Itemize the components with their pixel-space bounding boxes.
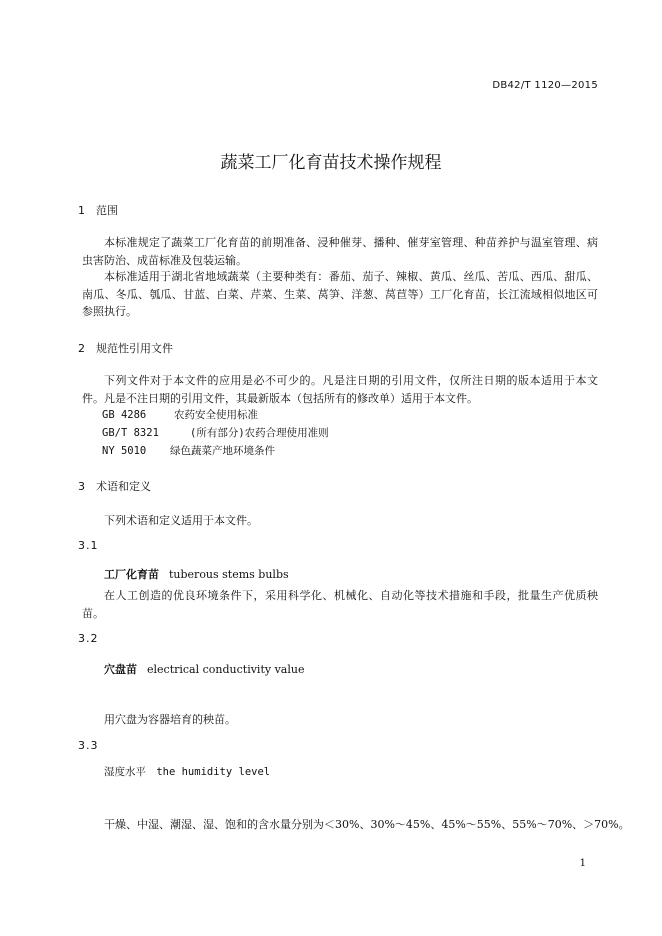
- reference-item: [102, 407, 258, 422]
- term-heading: [104, 764, 270, 779]
- term-definition: 干燥、中湿、潮湿、湿、饱和的含水量分别为＜30%、30%～45%、45%～55%、55%～70%、＞70%。: [104, 818, 630, 831]
- term-chinese: 工厂化育苗: [104, 568, 159, 581]
- page-number: 1: [579, 858, 586, 869]
- section-number: 3: [78, 480, 85, 493]
- reference-title: 农药安全使用标准: [174, 409, 258, 421]
- section-3-heading: [78, 478, 151, 494]
- section-number: 1: [78, 204, 85, 217]
- page-title: 蔬菜工厂化育苗技术操作规程: [220, 153, 442, 173]
- reference-title: 绿色蔬菜产地环境条件: [170, 445, 275, 457]
- reference-item: [102, 443, 275, 458]
- term-english: tuberous stems bulbs: [169, 568, 289, 581]
- reference-code: GB 4286: [102, 409, 147, 421]
- term-english: electrical conductivity value: [147, 663, 305, 676]
- term-definition: 用穴盘为容器培育的秧苗。: [104, 713, 236, 726]
- term-definition: 在人工创造的优良环境条件下，采用科学化、机械化、自动化等技术措施和手段，批量生产优质秧苗。: [82, 589, 598, 620]
- reference-item: [102, 425, 329, 440]
- section-1-heading: [78, 202, 118, 218]
- section-title: 术语和定义: [96, 480, 151, 493]
- term-number: 3.3: [78, 739, 99, 752]
- section-2-paragraph: 下列文件对于本文件的应用是必不可少的。凡是注日期的引用文件，仅所注日期的版本适用于本文件。凡是不注日期的引用文件，其最新版本（包括所有的修改单）适用于本文件。: [82, 374, 598, 405]
- section-2-heading: [78, 340, 173, 356]
- term-heading: [104, 658, 304, 677]
- reference-title: (所有部分)农药合理使用准则: [190, 427, 329, 439]
- section-title: 范围: [96, 204, 118, 217]
- term-heading: [104, 563, 289, 582]
- document-code: DB42/T 1120—2015: [492, 80, 598, 91]
- term-chinese: 湿度水平: [104, 766, 146, 778]
- section-1-paragraph-2: 本标准适用于湖北省地域蔬菜（主要种类有：番茄、茄子、辣椒、黄瓜、丝瓜、苦瓜、西瓜、甜瓜、南瓜、冬瓜、瓠瓜、甘蓝、白菜、芹菜、生菜、莴笋、洋葱、莴苣等）工厂化育苗，长江流域相似地区可参照执行。: [82, 270, 598, 318]
- term-english: the humidity level: [156, 766, 271, 778]
- section-1-paragraph-1: 本标准规定了蔬菜工厂化育苗的前期准备、浸种催芽、播种、催芽室管理、种苗养护与温室管理、病虫害防治、成苗标准及包装运输。: [82, 236, 598, 267]
- section-title: 规范性引用文件: [96, 342, 173, 355]
- section-number: 2: [78, 342, 85, 355]
- reference-code: GB/T 8321: [102, 427, 159, 439]
- term-chinese: 穴盘苗: [104, 663, 137, 676]
- reference-code: NY 5010: [102, 445, 147, 457]
- term-number: 3.1: [78, 539, 99, 552]
- section-3-intro: 下列术语和定义适用于本文件。: [104, 514, 258, 527]
- term-number: 3.2: [78, 632, 99, 645]
